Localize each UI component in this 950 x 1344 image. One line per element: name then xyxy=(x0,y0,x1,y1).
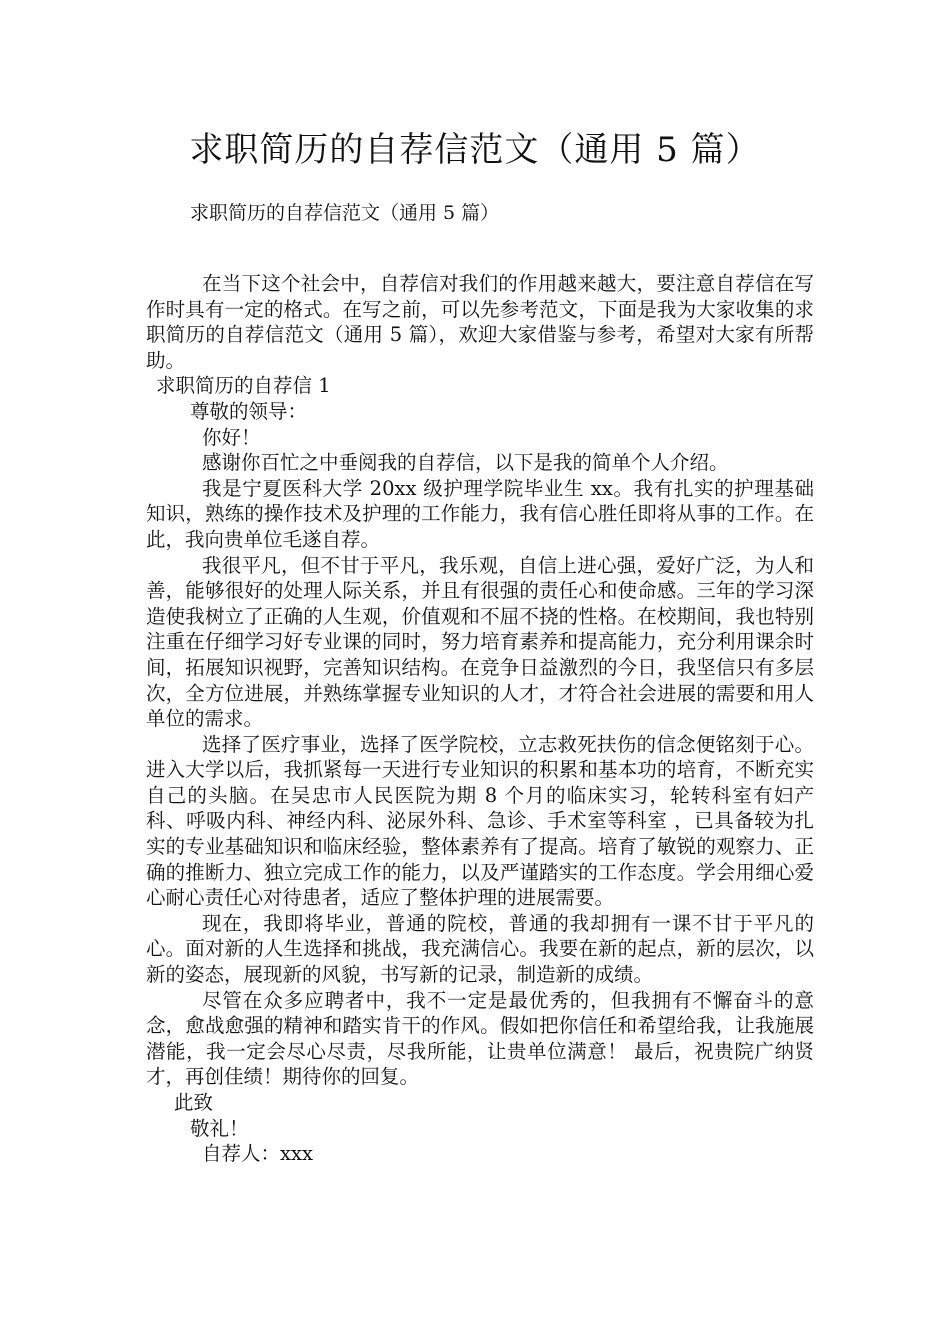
letter-salutation: 尊敬的领导： xyxy=(190,399,308,423)
letter-heading: 求职简历的自荐信 1 xyxy=(156,374,331,398)
intro-paragraph: 在当下这个社会中，自荐信对我们的作用越来越大，要注意自荐信在写作时具有一定的格式。在写之前，可以先参考范文，下面是我为大家收集的求职简历的自荐信范文（通用 5 篇），欢迎大家借鉴与参考，希望对大家有所帮助。 xyxy=(146,272,814,372)
document-title: 求职简历的自荐信范文（通用 5 篇） xyxy=(189,130,761,170)
document-body xyxy=(146,271,814,1167)
letter-paragraph-3: 我很平凡，但不甘于平凡，我乐观，自信上进心强，爱好广泛，为人和善，能够很好的处理人际关系，并且有很强的责任心和使命感。三年的学习深造使我树立了正确的人生观，价值观和不屈不挠的性格。在校期间，我也特别注重在仔细学习好专业课的同时，努力培育素养和提高能力，充分利用课余时间，拓展知识视野，完善知识结构。在竞争日益激烈的今日，我坚信只有多层次，全方位进展，并熟练掌握专业知识的人才，才符合社会进展的需要和用人单位的需求。 xyxy=(146,553,814,731)
document-subtitle: 求职简历的自荐信范文（通用 5 篇） xyxy=(190,202,500,224)
letter-paragraph-2: 我是宁夏医科大学 20xx 级护理学院毕业生 xx。我有扎实的护理基础知识，熟练的操作技术及护理的工作能力，我有信心胜任即将从事的工作。在此，我向贵单位毛遂自荐。 xyxy=(146,476,814,551)
letter-paragraph-1: 感谢你百忙之中垂阅我的自荐信，以下是我的简单个人介绍。 xyxy=(202,451,729,475)
letter-greeting: 你好！ xyxy=(202,425,261,449)
letter-signature: 自荐人：xxx xyxy=(202,1142,313,1166)
letter-closing-2: 敬礼！ xyxy=(190,1116,249,1140)
letter-paragraph-5: 现在，我即将毕业，普通的院校，普通的我却拥有一课不甘于平凡的心。面对新的人生选择和挑战，我充满信心。我要在新的起点，新的层次，以新的姿态，展现新的风貌，书写新的记录，制造新的成绩。 xyxy=(146,911,814,987)
letter-paragraph-6: 尽管在众多应聘者中，我不一定是最优秀的，但我拥有不懈奋斗的意念，愈战愈强的精神和踏实肯干的作风。假如把你信任和希望给我，让我施展潜能，我一定会尽心尽责，尽我所能，让贵单位满意！ 最后，祝贵院广纳贤才，再创佳绩！期待你的回复。 xyxy=(146,988,814,1089)
letter-closing-1: 此致 xyxy=(174,1091,214,1114)
letter-paragraph-4: 选择了医疗事业，选择了医学院校，立志救死扶伤的信念便铭刻于心。进入大学以后，我抓紧每一天进行专业知识的积累和基本功的培育，不断充实自己的头脑。在吴忠市人民医院为期 8 个月的临床实习，轮转科室有妇产科、呼吸内科、神经内科、泌尿外科、急诊、手术室等科室 ，已具备较为扎实的专业基础知识和临床经验，整体素养有了提高。培育了敏锐的观察力、正确的推断力、独立完成工作的能力，以及严谨踏实的工作态度。学会用细心爱心耐心责任心对待患者，适应了整体护理的进展需要。 xyxy=(146,732,814,910)
